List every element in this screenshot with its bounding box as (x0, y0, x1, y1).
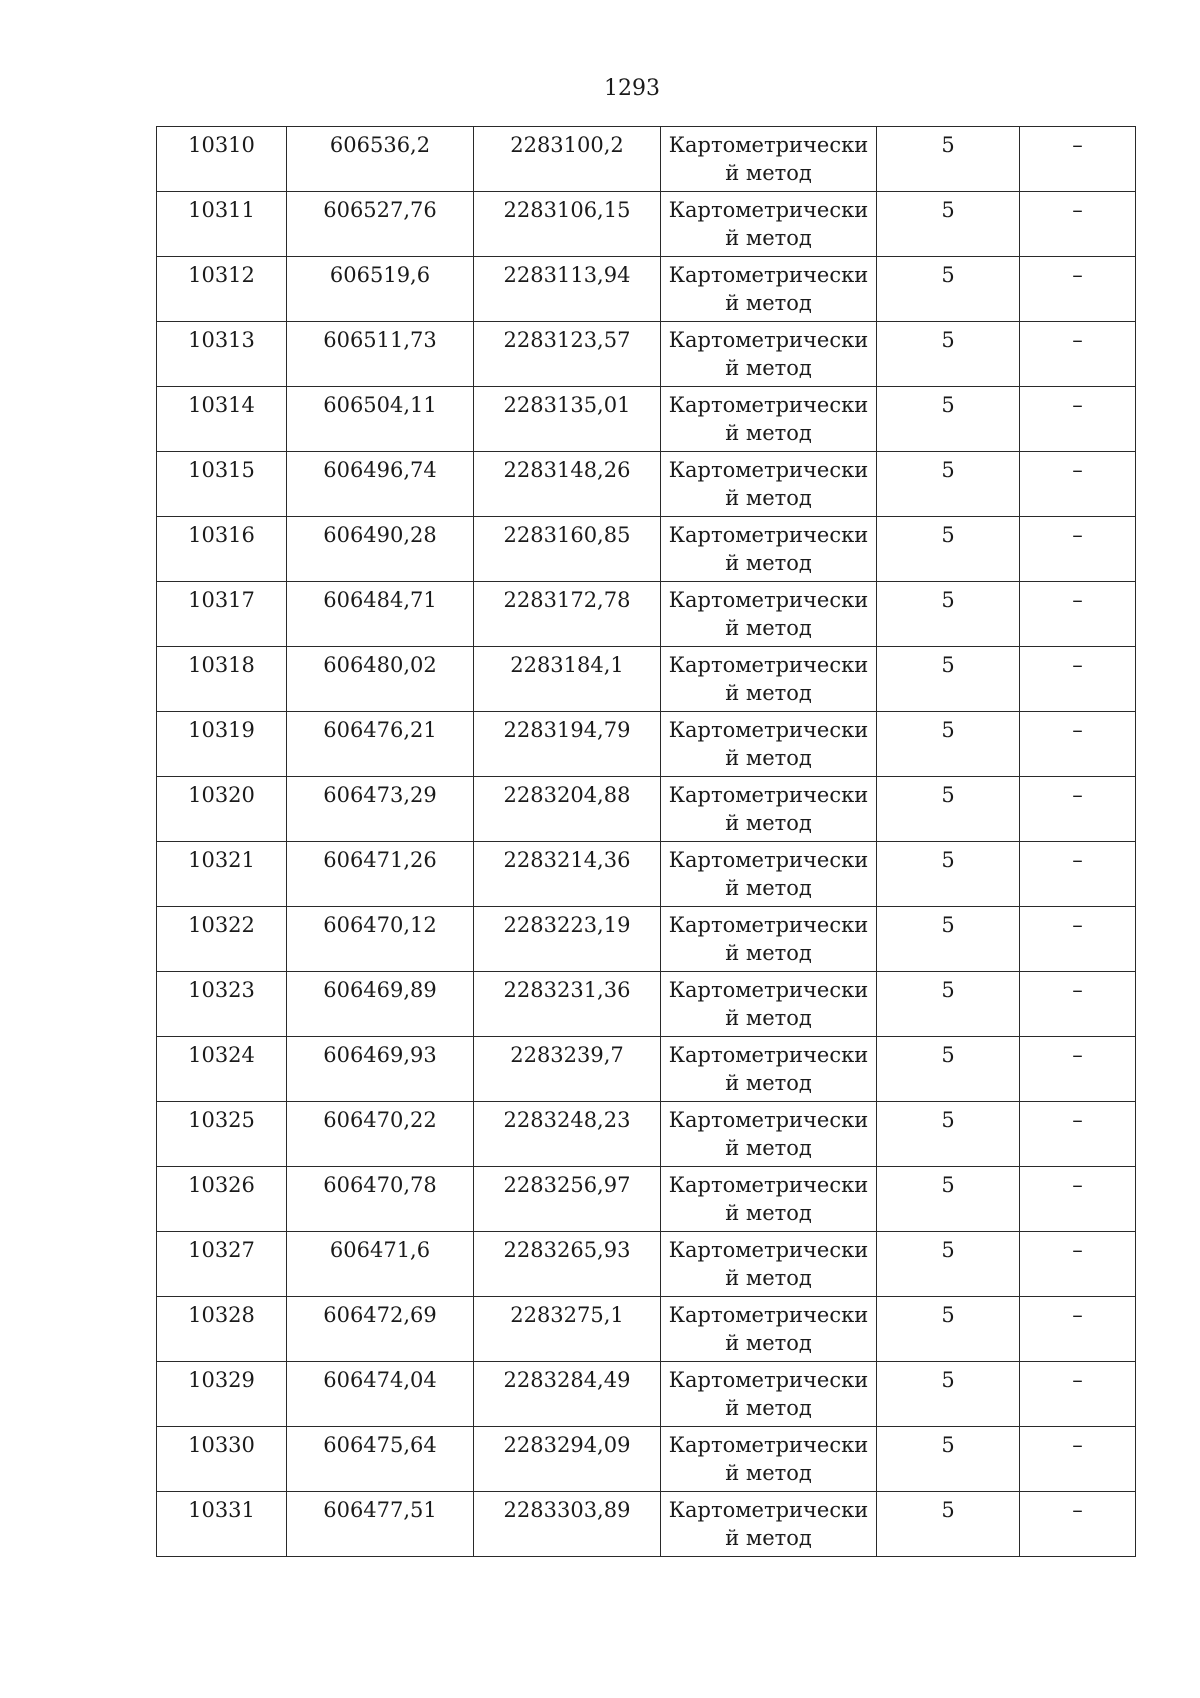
method-cell: Картометрически й метод (661, 452, 877, 517)
point-number-cell: 10331 (157, 1492, 287, 1557)
y-coordinate-cell: 2283265,93 (474, 1232, 661, 1297)
accuracy-cell: 5 (877, 1297, 1020, 1362)
table-row (157, 1037, 1136, 1102)
x-coordinate-cell: 606504,11 (287, 387, 474, 452)
accuracy-cell: 5 (877, 972, 1020, 1037)
accuracy-cell: 5 (877, 1362, 1020, 1427)
y-coordinate-cell: 2283113,94 (474, 257, 661, 322)
x-coordinate-cell: 606469,89 (287, 972, 474, 1037)
x-coordinate-cell: 606527,76 (287, 192, 474, 257)
y-coordinate-cell: 2283303,89 (474, 1492, 661, 1557)
point-number-cell: 10323 (157, 972, 287, 1037)
point-number-cell: 10316 (157, 517, 287, 582)
accuracy-cell: 5 (877, 1492, 1020, 1557)
accuracy-cell: 5 (877, 192, 1020, 257)
note-cell: – (1020, 127, 1136, 192)
table-row (157, 1167, 1136, 1232)
table-row (157, 322, 1136, 387)
table-row (157, 257, 1136, 322)
table-row (157, 907, 1136, 972)
point-number-cell: 10310 (157, 127, 287, 192)
note-cell: – (1020, 322, 1136, 387)
y-coordinate-cell: 2283294,09 (474, 1427, 661, 1492)
x-coordinate-cell: 606484,71 (287, 582, 474, 647)
note-cell: – (1020, 192, 1136, 257)
point-number-cell: 10324 (157, 1037, 287, 1102)
y-coordinate-cell: 2283239,7 (474, 1037, 661, 1102)
method-cell: Картометрически й метод (661, 127, 877, 192)
method-cell: Картометрически й метод (661, 842, 877, 907)
accuracy-cell: 5 (877, 387, 1020, 452)
method-cell: Картометрически й метод (661, 1037, 877, 1102)
y-coordinate-cell: 2283172,78 (474, 582, 661, 647)
method-cell: Картометрически й метод (661, 517, 877, 582)
point-number-cell: 10313 (157, 322, 287, 387)
method-cell: Картометрически й метод (661, 1492, 877, 1557)
y-coordinate-cell: 2283204,88 (474, 777, 661, 842)
y-coordinate-cell: 2283123,57 (474, 322, 661, 387)
y-coordinate-cell: 2283231,36 (474, 972, 661, 1037)
point-number-cell: 10326 (157, 1167, 287, 1232)
note-cell: – (1020, 712, 1136, 777)
x-coordinate-cell: 606511,73 (287, 322, 474, 387)
table-row (157, 127, 1136, 192)
point-number-cell: 10319 (157, 712, 287, 777)
table-row (157, 387, 1136, 452)
note-cell: – (1020, 1427, 1136, 1492)
method-cell: Картометрически й метод (661, 257, 877, 322)
method-cell: Картометрически й метод (661, 387, 877, 452)
table-body (157, 127, 1136, 1557)
x-coordinate-cell: 606496,74 (287, 452, 474, 517)
method-cell: Картометрически й метод (661, 777, 877, 842)
point-number-cell: 10329 (157, 1362, 287, 1427)
table-row (157, 517, 1136, 582)
note-cell: – (1020, 647, 1136, 712)
note-cell: – (1020, 907, 1136, 972)
note-cell: – (1020, 1492, 1136, 1557)
y-coordinate-cell: 2283160,85 (474, 517, 661, 582)
method-cell: Картометрически й метод (661, 1167, 877, 1232)
accuracy-cell: 5 (877, 582, 1020, 647)
y-coordinate-cell: 2283256,97 (474, 1167, 661, 1232)
table-row (157, 972, 1136, 1037)
accuracy-cell: 5 (877, 712, 1020, 777)
accuracy-cell: 5 (877, 842, 1020, 907)
method-cell: Картометрически й метод (661, 972, 877, 1037)
point-number-cell: 10330 (157, 1427, 287, 1492)
y-coordinate-cell: 2283148,26 (474, 452, 661, 517)
x-coordinate-cell: 606471,6 (287, 1232, 474, 1297)
method-cell: Картометрически й метод (661, 907, 877, 972)
accuracy-cell: 5 (877, 1037, 1020, 1102)
y-coordinate-cell: 2283223,19 (474, 907, 661, 972)
accuracy-cell: 5 (877, 517, 1020, 582)
y-coordinate-cell: 2283248,23 (474, 1102, 661, 1167)
x-coordinate-cell: 606469,93 (287, 1037, 474, 1102)
y-coordinate-cell: 2283284,49 (474, 1362, 661, 1427)
method-cell: Картометрически й метод (661, 192, 877, 257)
point-number-cell: 10328 (157, 1297, 287, 1362)
x-coordinate-cell: 606490,28 (287, 517, 474, 582)
x-coordinate-cell: 606477,51 (287, 1492, 474, 1557)
y-coordinate-cell: 2283194,79 (474, 712, 661, 777)
x-coordinate-cell: 606470,22 (287, 1102, 474, 1167)
point-number-cell: 10311 (157, 192, 287, 257)
note-cell: – (1020, 1037, 1136, 1102)
point-number-cell: 10312 (157, 257, 287, 322)
accuracy-cell: 5 (877, 1232, 1020, 1297)
y-coordinate-cell: 2283106,15 (474, 192, 661, 257)
table-row (157, 712, 1136, 777)
method-cell: Картометрически й метод (661, 1297, 877, 1362)
note-cell: – (1020, 1232, 1136, 1297)
accuracy-cell: 5 (877, 1102, 1020, 1167)
table-row (157, 1492, 1136, 1557)
accuracy-cell: 5 (877, 322, 1020, 387)
table-row (157, 1362, 1136, 1427)
page-number: 1293 (604, 76, 660, 101)
method-cell: Картометрически й метод (661, 322, 877, 387)
accuracy-cell: 5 (877, 257, 1020, 322)
accuracy-cell: 5 (877, 647, 1020, 712)
point-number-cell: 10321 (157, 842, 287, 907)
x-coordinate-cell: 606519,6 (287, 257, 474, 322)
table-row (157, 842, 1136, 907)
x-coordinate-cell: 606470,78 (287, 1167, 474, 1232)
note-cell: – (1020, 387, 1136, 452)
method-cell: Картометрически й метод (661, 1232, 877, 1297)
coordinates-table (156, 126, 1136, 1557)
table-row (157, 192, 1136, 257)
x-coordinate-cell: 606472,69 (287, 1297, 474, 1362)
accuracy-cell: 5 (877, 907, 1020, 972)
table-row (157, 452, 1136, 517)
table-row (157, 1297, 1136, 1362)
note-cell: – (1020, 842, 1136, 907)
x-coordinate-cell: 606470,12 (287, 907, 474, 972)
accuracy-cell: 5 (877, 452, 1020, 517)
note-cell: – (1020, 1167, 1136, 1232)
note-cell: – (1020, 452, 1136, 517)
method-cell: Картометрически й метод (661, 712, 877, 777)
point-number-cell: 10322 (157, 907, 287, 972)
note-cell: – (1020, 582, 1136, 647)
point-number-cell: 10320 (157, 777, 287, 842)
x-coordinate-cell: 606474,04 (287, 1362, 474, 1427)
table-row (157, 1232, 1136, 1297)
point-number-cell: 10327 (157, 1232, 287, 1297)
table-row (157, 1102, 1136, 1167)
y-coordinate-cell: 2283135,01 (474, 387, 661, 452)
note-cell: – (1020, 517, 1136, 582)
note-cell: – (1020, 1102, 1136, 1167)
y-coordinate-cell: 2283100,2 (474, 127, 661, 192)
table-row (157, 777, 1136, 842)
note-cell: – (1020, 777, 1136, 842)
note-cell: – (1020, 1297, 1136, 1362)
note-cell: – (1020, 972, 1136, 1037)
y-coordinate-cell: 2283214,36 (474, 842, 661, 907)
point-number-cell: 10317 (157, 582, 287, 647)
method-cell: Картометрически й метод (661, 1427, 877, 1492)
y-coordinate-cell: 2283275,1 (474, 1297, 661, 1362)
x-coordinate-cell: 606480,02 (287, 647, 474, 712)
note-cell: – (1020, 1362, 1136, 1427)
x-coordinate-cell: 606473,29 (287, 777, 474, 842)
accuracy-cell: 5 (877, 1427, 1020, 1492)
table-row (157, 647, 1136, 712)
x-coordinate-cell: 606471,26 (287, 842, 474, 907)
accuracy-cell: 5 (877, 1167, 1020, 1232)
x-coordinate-cell: 606536,2 (287, 127, 474, 192)
y-coordinate-cell: 2283184,1 (474, 647, 661, 712)
point-number-cell: 10314 (157, 387, 287, 452)
accuracy-cell: 5 (877, 127, 1020, 192)
point-number-cell: 10318 (157, 647, 287, 712)
x-coordinate-cell: 606476,21 (287, 712, 474, 777)
note-cell: – (1020, 257, 1136, 322)
method-cell: Картометрически й метод (661, 647, 877, 712)
table-row (157, 582, 1136, 647)
table-row (157, 1427, 1136, 1492)
method-cell: Картометрически й метод (661, 582, 877, 647)
x-coordinate-cell: 606475,64 (287, 1427, 474, 1492)
method-cell: Картометрически й метод (661, 1102, 877, 1167)
point-number-cell: 10315 (157, 452, 287, 517)
point-number-cell: 10325 (157, 1102, 287, 1167)
method-cell: Картометрически й метод (661, 1362, 877, 1427)
accuracy-cell: 5 (877, 777, 1020, 842)
